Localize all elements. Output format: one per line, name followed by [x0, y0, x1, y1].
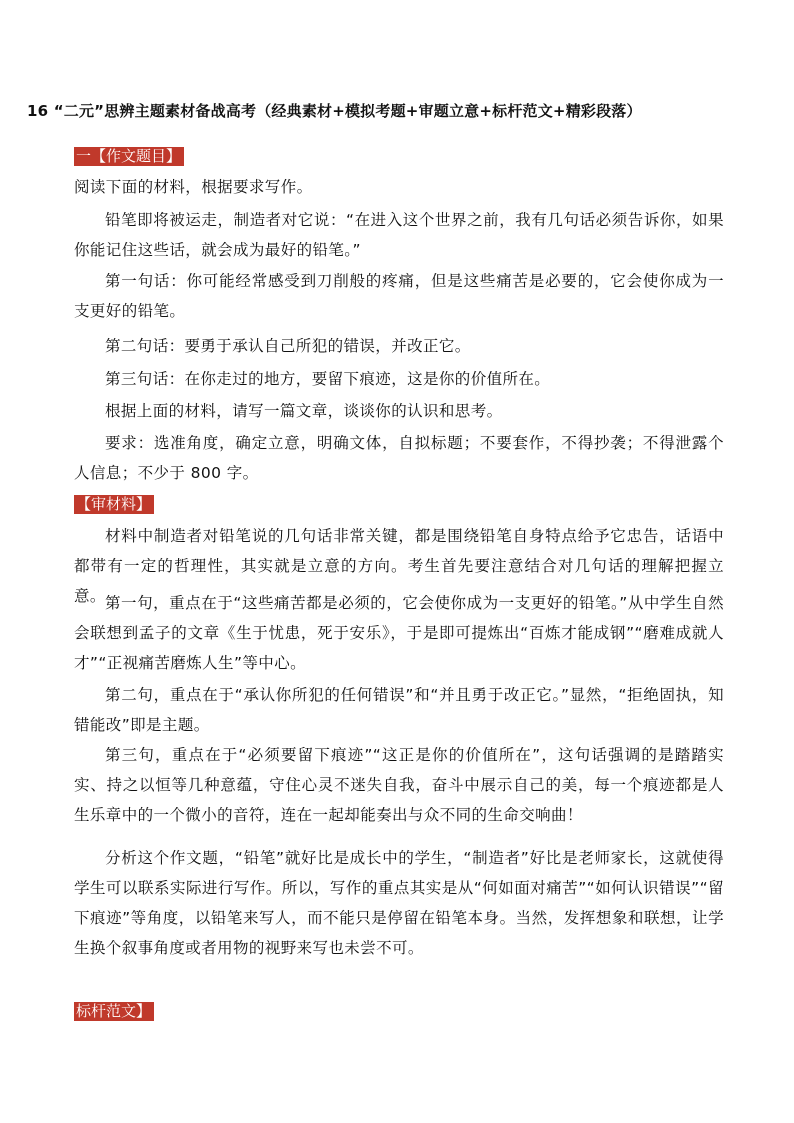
prompt-paragraph-2: 第一句话：你可能经常感受到刀削般的疼痛，但是这些痛苦是必要的，它会使你成为一支更好的铅笔。 [74, 272, 724, 320]
prompt-requirements: 要求：选准角度，确定立意，明确文体，自拟标题；不要套作，不得抄袭；不得泄露个人信息；不少于 800 字。 [74, 434, 724, 482]
section-label-prompt: 一【作文题目】 [74, 147, 184, 166]
analysis-paragraph-2: 第一句，重点在于“这些痛苦都是必须的，它会使你成为一支更好的铅笔。”从中学生自然会联想到孟子的文章《生于忧患，死于安乐》，于是即可提炼出“百炼才能成钢”“磨难成就人才”“正视痛苦磨炼人生”等中心。 [74, 594, 724, 672]
section-label-analysis: 【审材料】 [74, 495, 154, 514]
document-title: 16 “二元”思辨主题素材备战高考（经典素材+模拟考题+审题立意+标杆范文+精彩段落） [27, 102, 642, 120]
analysis-paragraph-4: 第三句，重点在于“必须要留下痕迹”“这正是你的价值所在”，这句话强调的是踏踏实实、持之以恒等几种意蕴，守住心灵不迷失自我，奋斗中展示自己的美，每一个痕迹都是人生乐章中的一个微小的音符，连在一起却能奏出与众不同的生命交响曲！ [74, 746, 724, 824]
prompt-paragraph-1: 铅笔即将被运走，制造者对它说：“在进入这个世界之前，我有几句话必须告诉你，如果你能记住这些话，就会成为最好的铅笔。” [74, 211, 724, 259]
prompt-paragraph-5: 根据上面的材料，请写一篇文章，谈谈你的认识和思考。 [105, 402, 503, 420]
analysis-paragraph-1: 材料中制造者对铅笔说的几句话非常关键，都是围绕铅笔自身特点给予它忠告，话语中都带有一定的哲理性，其实就是立意的方向。考生首先要注意结合对几句话的理解把握立意。 [74, 527, 724, 605]
analysis-paragraph-3: 第二句，重点在于“承认你所犯的任何错误”和“并且勇于改正它。”显然，“拒绝固执，知错能改”即是主题。 [74, 686, 724, 734]
prompt-paragraph-3: 第二句话：要勇于承认自己所犯的错误，并改正它。 [105, 337, 471, 355]
prompt-intro: 阅读下面的材料，根据要求写作。 [74, 178, 313, 196]
analysis-paragraph-5: 分析这个作文题，“铅笔”就好比是成长中的学生，“制造者”好比是老师家长，这就使得学生可以联系实际进行写作。所以，写作的重点其实是从“何如面对痛苦”“如何认识错误”“留下痕迹”等角度，以铅笔来写人，而不能只是停留在铅笔本身。当然，发挥想象和联想，让学生换个叙事角度或者用物的视野来写也未尝不可。 [74, 849, 724, 957]
section-label-model-essay: 标杆范文】 [74, 1002, 154, 1021]
prompt-paragraph-4: 第三句话：在你走过的地方，要留下痕迹，这是你的价值所在。 [105, 370, 551, 388]
